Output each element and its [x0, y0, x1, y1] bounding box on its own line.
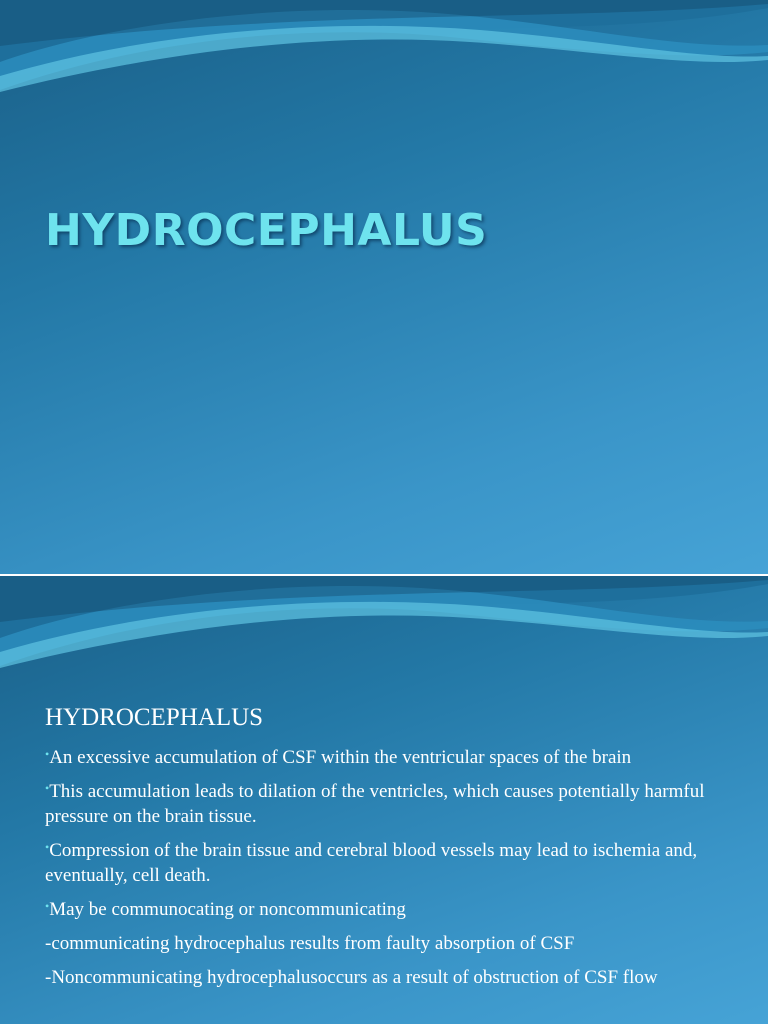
bullet-marker: •: [45, 899, 50, 913]
list-item-text: This accumulation leads to dilation of the ventricles, which causes potentially harmful pressure on the brain tissue.: [45, 781, 705, 827]
slide-title: HYDROCEPHALUS: [45, 205, 488, 256]
list-item: [45, 776, 725, 829]
list-item: [45, 742, 725, 770]
list-item: [45, 928, 725, 956]
slide-heading: HYDROCEPHALUS: [45, 704, 264, 731]
list-item: [45, 894, 725, 922]
bullet-marker: •: [45, 840, 50, 854]
bullet-marker: •: [45, 781, 50, 795]
bullet-list: [45, 742, 725, 996]
list-item-text: An excessive accumulation of CSF within the ventricular spaces of the brain: [49, 747, 632, 768]
bullet-marker: •: [45, 747, 50, 761]
list-item-text: -communicating hydrocephalus results from faulty absorption of CSF: [45, 933, 575, 954]
list-item-text: -Noncommunicating hydrocephalusoccurs as a result of obstruction of CSF flow: [45, 967, 658, 988]
list-item-text: Compression of the brain tissue and cerebral blood vessels may lead to ischemia and, eventually, cell death.: [45, 840, 698, 886]
wave-decoration: [0, 0, 768, 120]
list-item: [45, 835, 725, 888]
wave-decoration: [0, 576, 768, 696]
list-item: [45, 962, 725, 990]
content-slide: [0, 576, 768, 1024]
list-item-text: May be communocating or noncommunicating: [49, 899, 406, 920]
